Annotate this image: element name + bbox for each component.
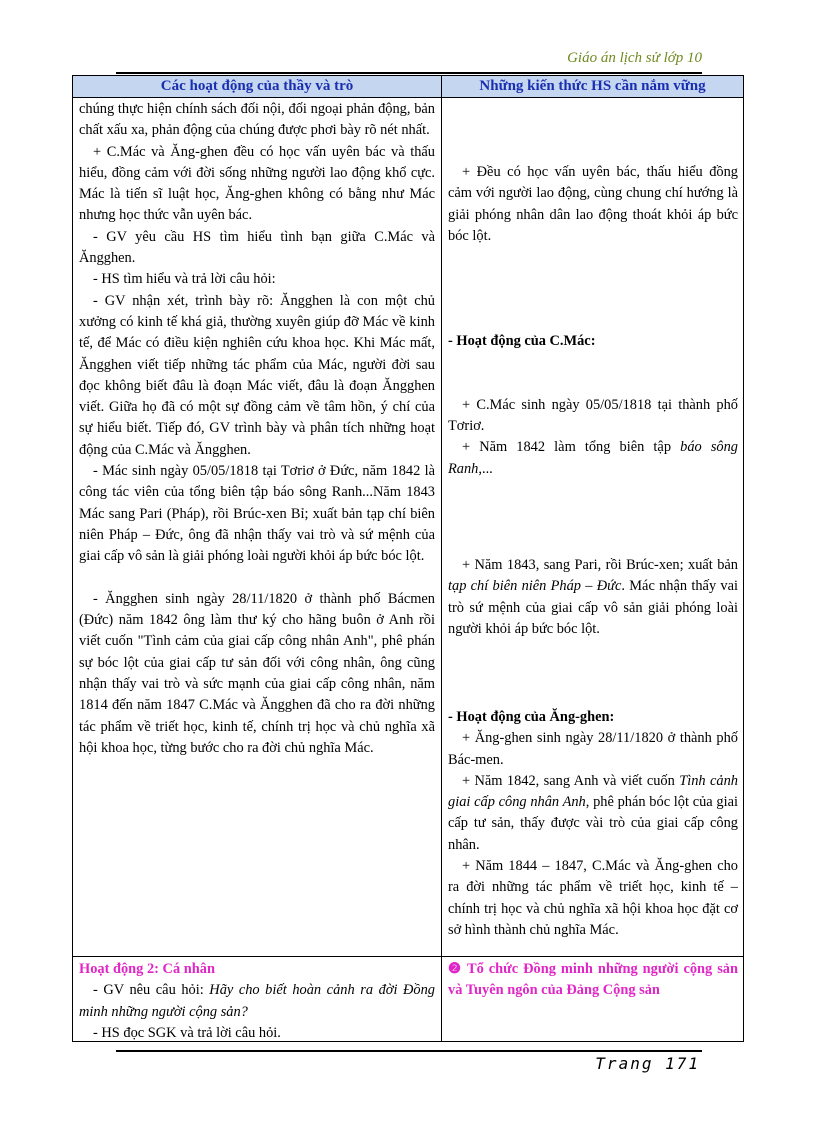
engels-activity-title: - Hoạt động của Ăng-ghen: <box>448 709 615 725</box>
left-paragraph: - Mác sinh ngày 05/05/1818 tại Tơriơ ở Đức, năm 1842 là công tác viên của tổng biên tập báo sông Ranh...Năm 1843 Mác sang Pari (Pháp), rồi Brúc-xen Bỉ; xuất bản tạp chí biên niên Pháp – Đức, ông đã nhận thấy vai trò và sứ mệnh của giai cấp vô sản là giải phóng loài người khỏi áp bức bóc lột. <box>79 463 435 565</box>
column-header-activities: Các hoạt động của thầy và trò <box>73 76 441 97</box>
right-block-common <box>448 162 738 247</box>
left-column-content <box>79 99 435 759</box>
header-row-divider <box>73 97 743 98</box>
right-paragraph: + Ăng-ghen sinh ngày 28/11/1820 ở thành phố Bác-men. <box>448 730 738 768</box>
right-paragraph: + Năm 1842, sang Anh và viết cuốn Tình cảnh giai cấp công nhân Anh, phê phán bóc lột của giai cấp tư sản, thấy được vài trò của giai cấp công nhân. <box>448 772 739 853</box>
right-block-marx-2 <box>448 555 738 640</box>
left-paragraph: - Ăngghen sinh ngày 28/11/1820 ở thành phố Bácmen (Đức) năm 1842 ông làm thư ký cho hãng buôn ở Anh rồi viết cuốn "Tình cảm của giai cấp công nhân Anh", phê phán sự bóc lột của giai cấp tư sản đối với công nhân, ông cũng nhận thấy vai trò và sức mạnh của giai cấp công nhân, năm 1814 đến năm 1847 C.Mác và Ăngghen đã cho ra đời những tác phẩm về triết học, kinh tế, chính trị học và chủ nghĩa xã hội khoa học, từng bước cho ra đời chủ nghĩa Mác. <box>79 590 435 756</box>
activity-2-block <box>79 959 435 1044</box>
activity-2-answer: - HS đọc SGK và trả lời câu hỏi. <box>93 1024 281 1041</box>
right-paragraph: + Năm 1844 – 1847, C.Mác và Ăng-ghen cho ra đời những tác phẩm về triết học, kinh tế – chính trị học và chủ nghĩa xã hội khoa học đặt cơ sở hình thành chủ nghĩa Mác. <box>448 858 738 938</box>
left-paragraph: - GV nhận xét, trình bày rõ: Ăngghen là con một chủ xưởng có kinh tế khá giả, thường xuyên giúp đỡ Mác về kinh tế, để Mác có điều kiện nghiên cứu khoa học. Khi Mác mất, Ăngghen viết tiếp những tác phẩm của Mác, người đời sau đọc không biết đâu là đoạn Mác viết, đâu là đoạn Ăngghen viết. Giữa họ đã có một sự đồng cảm về tâm hồn, ý chí của sự hiểu biết. Tiếp đó, GV trình bày và phân tích những hoạt động của C.Mác và Ăngghen. <box>79 292 435 458</box>
right-paragraph: + C.Mác sinh ngày 05/05/1818 tại thành phố Tơriơ. <box>448 396 738 435</box>
right-block-marx <box>448 331 738 480</box>
activity-2-question: - GV nêu câu hỏi: Hãy cho biết hoàn cảnh ra đời Đồng minh những người cộng sản? <box>79 982 435 1020</box>
right-block-engels <box>448 707 738 941</box>
right-paragraph: + Năm 1843, sang Pari, rồi Brúc-xen; xuất bản tạp chí biên niên Pháp – Đức. Mác nhận thấy vai trò sứ mệnh của giai cấp vô sản giải phóng loài người khỏi áp bức bóc lột. <box>448 557 738 637</box>
section-2-title: ❷ Tổ chức Đồng minh những người cộng sản và Tuyên ngôn của Đảng Cộng sản <box>448 961 738 999</box>
header-divider <box>116 72 702 74</box>
document-header-title: Giáo án lịch sử lớp 10 <box>567 50 702 66</box>
right-paragraph: + Đều có học vấn uyên bác, thấu hiểu đồng cảm với người lao động, cùng chung chí hướng là giải phóng nhân dân lao động thoát khỏi áp bức bóc lột. <box>448 164 738 244</box>
section-row-divider <box>73 956 743 957</box>
left-paragraph: chúng thực hiện chính sách đối nội, đối ngoại phản động, bản chất xấu xa, phản động của chúng được phơi bày rõ nét nhất. <box>79 101 435 139</box>
left-paragraph: + C.Mác và Ăng-ghen đều có học vấn uyên bác và thấu hiểu, đồng cảm với đời sống những người lao động khổ cực. Mác là tiến sĩ luật học, Ăng-ghen không có bằng như Mác nhưng học thức vẫn uyên bác. <box>79 143 435 224</box>
column-header-knowledge: Những kiến thức HS cần nắm vững <box>442 76 743 97</box>
section-2-heading <box>448 959 738 1002</box>
footer-divider <box>116 1050 702 1052</box>
lesson-table <box>72 75 744 1042</box>
activity-2-title: Hoạt động 2: Cá nhân <box>79 961 215 977</box>
column-divider <box>441 76 442 1041</box>
right-paragraph: + Năm 1842 làm tổng biên tập báo sông Ranh,... <box>448 439 739 477</box>
section-number-2-icon: ❷ <box>448 961 463 977</box>
page-number: Trang 171 <box>595 1054 700 1073</box>
left-paragraph: - HS tìm hiểu và trả lời câu hỏi: <box>93 271 276 288</box>
marx-activity-title: - Hoạt động của C.Mác: <box>448 333 596 349</box>
left-paragraph: - GV yêu cầu HS tìm hiểu tình bạn giữa C.Mác và Ăngghen. <box>79 228 435 267</box>
